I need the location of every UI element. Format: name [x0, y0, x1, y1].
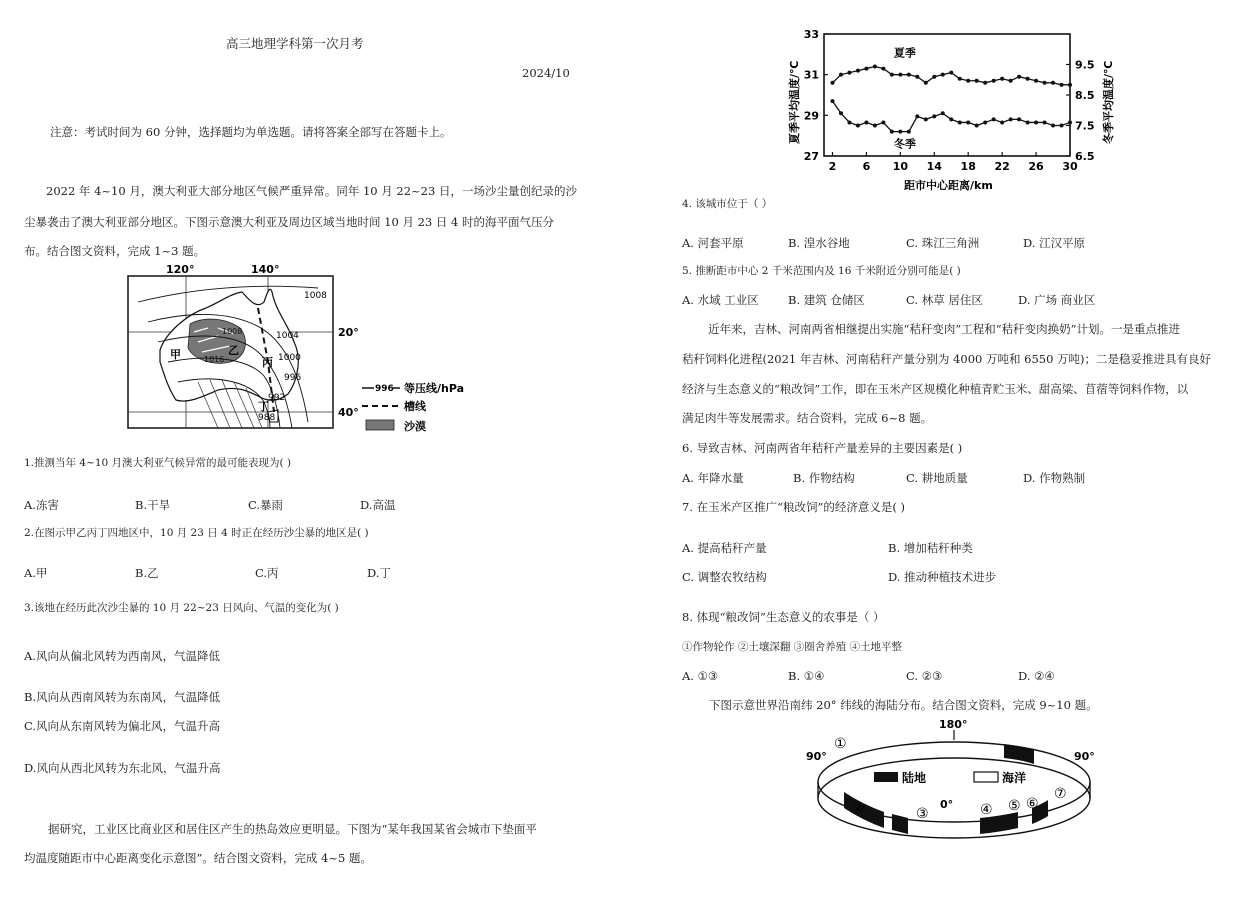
data-point [864, 67, 868, 71]
latitude-ring-diagram [804, 716, 1104, 848]
data-point [966, 79, 970, 83]
q5-option-a: A. 水域 工业区 [682, 293, 759, 307]
q3-option-b: B.风向从西南风转为东南风，气温降低 [24, 690, 221, 704]
data-point [1043, 81, 1047, 85]
data-point [1051, 81, 1055, 85]
marker-6: ⑥ [1026, 796, 1039, 812]
map-lon-140: 140° [251, 263, 280, 276]
data-point [839, 73, 843, 77]
q6-option-d: D. 作物熟制 [1023, 471, 1086, 485]
intro1-line2: 尘暴袭击了澳大利亚部分地区。下图示意澳大利亚及周边区域当地时间 10 月 23 日 4 时的海平面气压分 [24, 215, 555, 229]
y-right-tick-label: 8.5 [1075, 89, 1095, 102]
svg-text:996: 996 [284, 373, 302, 383]
svg-text:1008: 1008 [222, 327, 243, 336]
q2-option-c: C.丙 [255, 566, 279, 580]
q8-option-b: B. ①④ [788, 669, 825, 683]
legend-desert: 沙漠 [404, 420, 426, 433]
q7-option-c: C. 调整农牧结构 [682, 570, 767, 584]
ring-label-90-left: 90° [806, 750, 827, 763]
q6-option-b: B. 作物结构 [793, 471, 855, 485]
data-point [847, 71, 851, 75]
q4-option-b: B. 湟水谷地 [788, 236, 850, 250]
data-point [1034, 120, 1038, 124]
q7-option-b: B. 增加秸秆种类 [888, 541, 973, 555]
q8-stem: 8. 体现“粮改饲”生态意义的农事是（ ） [682, 610, 885, 624]
data-point [983, 81, 987, 85]
q4-option-d: D. 江汉平原 [1023, 236, 1086, 250]
x-tick-label: 10 [892, 160, 909, 173]
q5-stem: 5. 推断距市中心 2 千米范围内及 16 千米附近分别可能是( ) [682, 265, 961, 277]
data-point [1060, 124, 1064, 128]
svg-text:1004: 1004 [276, 331, 299, 341]
data-point [881, 67, 885, 71]
data-point [958, 77, 962, 81]
x-tick-label: 14 [926, 160, 942, 173]
data-point [941, 73, 945, 77]
marker-2: ② [852, 800, 865, 816]
data-point [907, 73, 911, 77]
exam-date: 2024/10 [522, 66, 570, 80]
map-lat-40: 40° [338, 406, 359, 419]
q3-option-d: D.风向从西北风转为东北风，气温升高 [24, 761, 221, 775]
series-label: 夏季 [893, 46, 916, 60]
data-point [1026, 120, 1030, 124]
x-tick-label: 26 [1028, 160, 1044, 173]
data-point [983, 120, 987, 124]
q2-option-d: D.丁 [367, 566, 391, 580]
intro3-line4: 满足肉牛等发展需求。结合资料，完成 6~8 题。 [682, 411, 933, 425]
q5-option-d: D. 广场 商业区 [1018, 293, 1096, 307]
marker-5: ⑤ [1008, 798, 1021, 814]
data-point [1009, 79, 1013, 83]
temperature-chart [784, 24, 1124, 196]
intro4: 下图示意世界沿南纬 20° 纬线的海陆分布。结合图文资料，完成 9~10 题。 [709, 698, 1098, 712]
data-point [975, 79, 979, 83]
data-point [1009, 117, 1013, 121]
data-point [915, 75, 919, 79]
data-point [915, 114, 919, 118]
q2-stem: 2.在图示甲乙丙丁四地区中，10 月 23 日 4 时正在经历沙尘暴的地区是( ) [24, 527, 369, 539]
data-point [1068, 120, 1072, 124]
chart-ylabel-left: 夏季平均温度/℃ [788, 60, 801, 144]
data-point [941, 111, 945, 115]
q4-option-a: A. 河套平原 [682, 236, 744, 250]
data-point [856, 124, 860, 128]
y-left-tick-label: 29 [803, 109, 819, 123]
data-point [1026, 77, 1030, 81]
data-point [890, 73, 894, 77]
data-point [830, 81, 834, 85]
y-left-tick-label: 33 [803, 28, 819, 41]
data-point [1000, 120, 1004, 124]
x-tick-label: 6 [862, 160, 871, 173]
data-point [1017, 75, 1021, 79]
data-point [1051, 124, 1055, 128]
svg-text:992: 992 [268, 393, 286, 403]
data-point [1060, 83, 1064, 87]
data-point [932, 75, 936, 79]
q6-option-c: C. 耕地质量 [906, 471, 968, 485]
data-point [966, 120, 970, 124]
q6-option-a: A. 年降水量 [682, 471, 744, 485]
data-point [1017, 117, 1021, 121]
q8-option-c: C. ②③ [906, 669, 943, 683]
marker-4: ④ [980, 802, 993, 818]
x-tick-label: 30 [1062, 160, 1078, 173]
q3-option-a: A.风向从偏北风转为西南风，气温降低 [24, 649, 220, 663]
data-point [992, 117, 996, 121]
y-right-tick-label: 7.5 [1075, 119, 1095, 133]
region-ding: 丁 [258, 400, 269, 413]
svg-text:988: 988 [258, 413, 276, 423]
q1-option-c: C.暴雨 [248, 498, 284, 512]
marker-3: ③ [916, 806, 929, 822]
y-right-tick-label: 9.5 [1075, 58, 1095, 72]
q2-option-a: A.甲 [24, 566, 48, 580]
exam-notice: 注意：考试时间为 60 分钟，选择题均为单选题。请将答案全部写在答题卡上。 [50, 125, 452, 139]
intro1-line3: 布。结合图文资料，完成 1~3 题。 [24, 244, 206, 258]
intro1-line1: 2022 年 4~10 月，澳大利亚大部分地区气候严重异常。同年 10 月 22~23 日，一场沙尘量创纪录的沙 [46, 184, 577, 198]
q1-option-d: D.高温 [360, 498, 396, 512]
data-point [975, 124, 979, 128]
q8-option-d: D. ②④ [1018, 669, 1055, 683]
ring-legend-land: 陆地 [902, 771, 927, 785]
data-point [924, 117, 928, 121]
data-point [873, 124, 877, 128]
legend-isobar-sample: 996 [375, 384, 394, 394]
data-point [898, 73, 902, 77]
q8-option-a: A. ①③ [682, 669, 719, 683]
data-point [898, 130, 902, 134]
data-point [1068, 83, 1072, 87]
data-point [1034, 79, 1038, 83]
q6-stem: 6. 导致吉林、河南两省年秸秆产量差异的主要因素是( ) [682, 441, 963, 455]
q7-option-d: D. 推动种植技术进步 [888, 570, 997, 584]
data-point [864, 120, 868, 124]
marker-8: ⑧ [1010, 730, 1023, 746]
data-point [1000, 77, 1004, 81]
data-point [856, 69, 860, 73]
data-point [830, 99, 834, 103]
exam-title: 高三地理学科第一次月考 [226, 36, 364, 51]
legend-trough: 槽线 [404, 400, 426, 413]
intro3-line2: 秸秆饲料化进程(2021 年吉林、河南秸秆产量分别为 4000 万吨和 6550 万吨)；二是稳妥推进具有良好 [682, 352, 1212, 366]
data-point [907, 130, 911, 134]
map-lon-120: 120° [166, 263, 195, 276]
intro3-line3: 经济与生态意义的“粮改饲”工作，即在玉米产区规模化种植青贮玉米、甜高粱、苜蓿等饲料作物，以 [682, 382, 1189, 396]
map-lat-20: 20° [338, 326, 359, 339]
q8-items: ①作物轮作 ②土壤深翻 ③圈舍养殖 ④土地平整 [682, 641, 903, 653]
right-page [620, 0, 1239, 900]
svg-text:1000: 1000 [278, 353, 301, 363]
data-point [949, 117, 953, 121]
data-point [881, 120, 885, 124]
marker-1: ① [834, 736, 847, 752]
ring-label-90-right: 90° [1074, 750, 1095, 763]
svg-text:1008: 1008 [304, 291, 327, 301]
ring-label-180: 180° [939, 718, 968, 731]
q3-option-c: C.风向从东南风转为偏北风，气温升高 [24, 719, 221, 733]
intro2-line1: 据研究，工业区比商业区和居住区产生的热岛效应更明显。下图为“某年我国某省会城市下垫面平 [48, 822, 537, 836]
ring-label-0: 0° [940, 798, 954, 811]
q5-option-c: C. 林草 居住区 [906, 293, 983, 307]
q3-stem: 3.该地在经历此次沙尘暴的 10 月 22~23 日风向、气温的变化为( ) [24, 602, 339, 614]
data-point [949, 71, 953, 75]
data-point [992, 79, 996, 83]
data-point [839, 111, 843, 115]
x-tick-label: 2 [828, 160, 837, 173]
data-point [958, 120, 962, 124]
y-left-tick-label: 31 [803, 68, 819, 82]
australia-pressure-map [118, 262, 478, 437]
q4-option-c: C. 珠江三角洲 [906, 236, 980, 250]
intro3-line1: 近年来，吉林、河南两省相继提出实施“秸秆变肉”工程和“秸秆变肉换奶”计划。一是重点推进 [708, 322, 1181, 336]
q1-option-b: B.干旱 [135, 498, 171, 512]
y-right-tick-label: 6.5 [1075, 150, 1095, 163]
region-bing: 丙 [262, 356, 273, 369]
data-point [890, 130, 894, 134]
ring-legend-ocean: 海洋 [1002, 771, 1027, 785]
data-point [847, 120, 851, 124]
region-yi: 乙 [228, 344, 239, 357]
q4-stem: 4. 该城市位于（ ） [682, 198, 773, 210]
q1-option-a: A.冻害 [24, 498, 59, 512]
legend-isobar: 等压线/hPa [404, 382, 465, 395]
q1-stem: 1.推测当年 4~10 月澳大利亚气候异常的最可能表现为( ) [24, 457, 292, 469]
y-left-tick-label: 27 [803, 150, 819, 163]
marker-7: ⑦ [1054, 786, 1067, 802]
data-point [873, 65, 877, 69]
data-point [932, 114, 936, 118]
intro2-line2: 均温度随距市中心距离变化示意图”。结合图文资料，完成 4~5 题。 [24, 851, 372, 865]
q5-option-b: B. 建筑 仓储区 [788, 293, 865, 307]
chart-ylabel-right: 冬季平均温度/℃ [1102, 60, 1115, 144]
data-point [924, 81, 928, 85]
region-jia: 甲 [170, 348, 181, 361]
q2-option-b: B.乙 [135, 566, 159, 580]
data-point [1043, 120, 1047, 124]
x-tick-label: 22 [994, 160, 1010, 173]
chart-xlabel: 距市中心距离/km [904, 179, 993, 192]
q7-stem: 7. 在玉米产区推广“粮改饲”的经济意义是( ) [682, 500, 906, 514]
svg-text:1016: 1016 [204, 355, 225, 364]
series-label: 冬季 [893, 137, 916, 151]
q7-option-a: A. 提高秸秆产量 [682, 541, 767, 555]
x-tick-label: 18 [960, 160, 976, 173]
